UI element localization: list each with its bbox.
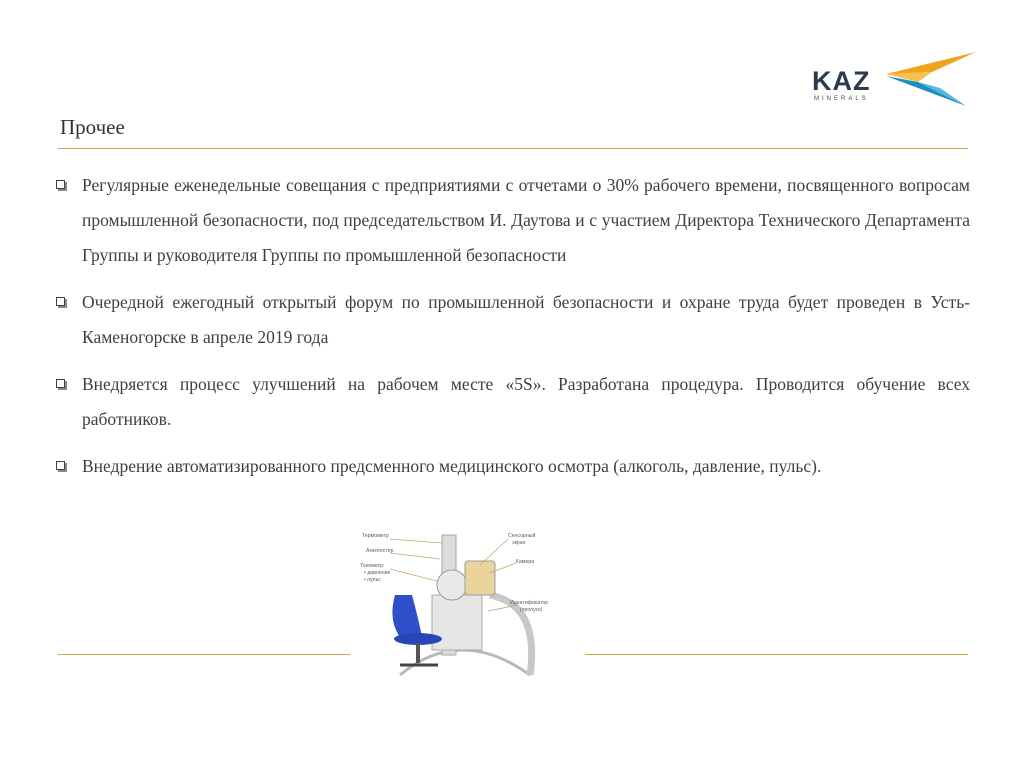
device-label: • давление — [364, 570, 391, 576]
device-label: Алкотестер — [366, 548, 394, 554]
bottom-divider-right — [585, 654, 968, 655]
device-label: Сенсорный — [508, 533, 536, 539]
bullet-item — [56, 449, 970, 484]
device-label: Тонометр: — [360, 563, 385, 569]
checkbox-bullet-icon — [56, 461, 65, 470]
checkbox-bullet-icon — [56, 379, 65, 388]
logo-triangle-icon — [878, 46, 978, 110]
kaz-minerals-logo — [808, 46, 976, 110]
bullet-text: Внедряется процесс улучшений на рабочем месте «5S». Разработана процедура. Проводится обучение всех работников. — [82, 374, 970, 429]
bullet-text: Очередной ежегодный открытый форум по промышленной безопасности и охране труда будет проведен в Усть-Каменогорске в апреле 2019 года — [82, 292, 970, 347]
device-label: • пульс — [364, 577, 381, 583]
checkbox-bullet-icon — [56, 180, 65, 189]
device-label: Камера — [516, 559, 535, 565]
logo-wordmark: KAZ — [812, 66, 871, 96]
page-title: Прочее — [60, 115, 125, 139]
bullet-item — [56, 168, 970, 273]
bullet-item — [56, 367, 970, 437]
device-label: Идентификатор — [510, 600, 549, 606]
bullet-text: Внедрение автоматизированного предсменного медицинского осмотра (алкоголь, давление, пульс). — [82, 456, 822, 476]
device-label: (пропуск) — [520, 607, 543, 613]
logo-subtitle: MINERALS — [814, 96, 869, 102]
bullet-item — [56, 285, 970, 355]
title-divider — [58, 148, 968, 149]
checkbox-bullet-icon — [56, 297, 65, 306]
bottom-divider-left — [58, 654, 350, 655]
device-label: экран — [512, 540, 526, 546]
device-label: Термометр — [362, 533, 389, 539]
bullet-text: Регулярные еженедельные совещания с предприятиями с отчетами о 30% рабочего времени, посвященного вопросам промышленной безопасности, под председательством И. Даутова и с участием Директора Технического Департамента Группы и руководителя Группы по промышленной безопасности — [82, 175, 970, 265]
medical-checkup-device-image — [340, 525, 590, 685]
bullet-list — [56, 168, 970, 496]
